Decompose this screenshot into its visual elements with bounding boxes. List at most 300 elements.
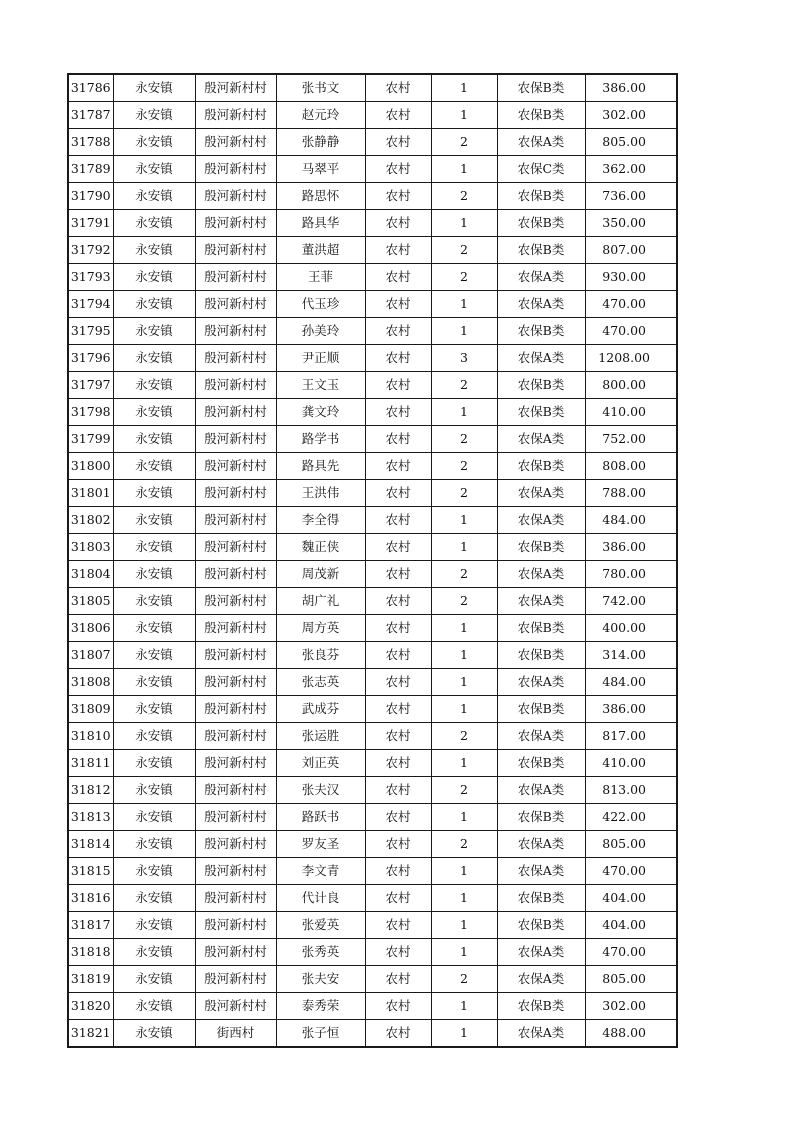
- record-id-cell: 31808: [68, 669, 113, 696]
- person-name-cell: 赵元玲: [276, 102, 365, 129]
- person-name-cell: 王洪伟: [276, 480, 365, 507]
- member-count-cell: 2: [431, 831, 497, 858]
- insurance-category-cell: 农保A类: [497, 1020, 585, 1048]
- amount-cell: 470.00: [585, 858, 677, 885]
- member-count-cell: 1: [431, 102, 497, 129]
- person-name-cell: 刘正英: [276, 750, 365, 777]
- household-type-cell: 农村: [365, 345, 431, 372]
- table-row: [68, 615, 677, 642]
- village-cell: 街西村: [195, 1020, 276, 1048]
- insurance-category-cell: 农保B类: [497, 183, 585, 210]
- record-id-cell: 31786: [68, 74, 113, 102]
- household-type-cell: 农村: [365, 831, 431, 858]
- village-cell: 殷河新村村: [195, 129, 276, 156]
- record-id-cell: 31815: [68, 858, 113, 885]
- amount-cell: 386.00: [585, 74, 677, 102]
- member-count-cell: 2: [431, 372, 497, 399]
- table-row: [68, 642, 677, 669]
- amount-cell: 350.00: [585, 210, 677, 237]
- village-cell: 殷河新村村: [195, 669, 276, 696]
- town-cell: 永安镇: [113, 669, 195, 696]
- record-id-cell: 31820: [68, 993, 113, 1020]
- village-cell: 殷河新村村: [195, 318, 276, 345]
- table-row: [68, 858, 677, 885]
- household-type-cell: 农村: [365, 480, 431, 507]
- amount-cell: 470.00: [585, 318, 677, 345]
- village-cell: 殷河新村村: [195, 453, 276, 480]
- record-id-cell: 31811: [68, 750, 113, 777]
- village-cell: 殷河新村村: [195, 507, 276, 534]
- town-cell: 永安镇: [113, 345, 195, 372]
- insurance-category-cell: 农保A类: [497, 507, 585, 534]
- table-row: [68, 831, 677, 858]
- table-row: [68, 885, 677, 912]
- village-cell: 殷河新村村: [195, 588, 276, 615]
- household-type-cell: 农村: [365, 453, 431, 480]
- village-cell: 殷河新村村: [195, 858, 276, 885]
- table-row: [68, 723, 677, 750]
- member-count-cell: 1: [431, 318, 497, 345]
- town-cell: 永安镇: [113, 264, 195, 291]
- table-row: [68, 102, 677, 129]
- record-id-cell: 31812: [68, 777, 113, 804]
- member-count-cell: 1: [431, 669, 497, 696]
- table-row: [68, 399, 677, 426]
- household-type-cell: 农村: [365, 696, 431, 723]
- household-type-cell: 农村: [365, 615, 431, 642]
- member-count-cell: 2: [431, 966, 497, 993]
- insurance-category-cell: 农保B类: [497, 696, 585, 723]
- amount-cell: 422.00: [585, 804, 677, 831]
- insurance-category-cell: 农保A类: [497, 345, 585, 372]
- member-count-cell: 2: [431, 264, 497, 291]
- record-id-cell: 31794: [68, 291, 113, 318]
- table-row: [68, 750, 677, 777]
- table-row: [68, 183, 677, 210]
- town-cell: 永安镇: [113, 696, 195, 723]
- village-cell: 殷河新村村: [195, 345, 276, 372]
- table-row: [68, 777, 677, 804]
- amount-cell: 817.00: [585, 723, 677, 750]
- village-cell: 殷河新村村: [195, 399, 276, 426]
- village-cell: 殷河新村村: [195, 102, 276, 129]
- insurance-category-cell: 农保A类: [497, 480, 585, 507]
- insurance-category-cell: 农保B类: [497, 237, 585, 264]
- member-count-cell: 2: [431, 561, 497, 588]
- village-cell: 殷河新村村: [195, 723, 276, 750]
- household-type-cell: 农村: [365, 156, 431, 183]
- town-cell: 永安镇: [113, 156, 195, 183]
- member-count-cell: 1: [431, 696, 497, 723]
- person-name-cell: 路跃书: [276, 804, 365, 831]
- person-name-cell: 李全得: [276, 507, 365, 534]
- record-id-cell: 31803: [68, 534, 113, 561]
- table-row: [68, 588, 677, 615]
- household-type-cell: 农村: [365, 507, 431, 534]
- table-row: [68, 1020, 677, 1048]
- household-type-cell: 农村: [365, 858, 431, 885]
- household-type-cell: 农村: [365, 74, 431, 102]
- amount-cell: 800.00: [585, 372, 677, 399]
- village-cell: 殷河新村村: [195, 561, 276, 588]
- member-count-cell: 2: [431, 588, 497, 615]
- town-cell: 永安镇: [113, 102, 195, 129]
- town-cell: 永安镇: [113, 74, 195, 102]
- town-cell: 永安镇: [113, 129, 195, 156]
- record-id-cell: 31810: [68, 723, 113, 750]
- insurance-category-cell: 农保C类: [497, 156, 585, 183]
- member-count-cell: 3: [431, 345, 497, 372]
- insurance-category-cell: 农保B类: [497, 74, 585, 102]
- town-cell: 永安镇: [113, 642, 195, 669]
- person-name-cell: 代玉珍: [276, 291, 365, 318]
- insurance-category-cell: 农保A类: [497, 777, 585, 804]
- town-cell: 永安镇: [113, 426, 195, 453]
- member-count-cell: 2: [431, 237, 497, 264]
- record-id-cell: 31813: [68, 804, 113, 831]
- town-cell: 永安镇: [113, 399, 195, 426]
- amount-cell: 400.00: [585, 615, 677, 642]
- person-name-cell: 张静静: [276, 129, 365, 156]
- person-name-cell: 张书文: [276, 74, 365, 102]
- insurance-category-cell: 农保B类: [497, 534, 585, 561]
- town-cell: 永安镇: [113, 237, 195, 264]
- record-id-cell: 31792: [68, 237, 113, 264]
- household-type-cell: 农村: [365, 318, 431, 345]
- village-cell: 殷河新村村: [195, 696, 276, 723]
- person-name-cell: 张良芬: [276, 642, 365, 669]
- amount-cell: 805.00: [585, 966, 677, 993]
- table-row: [68, 156, 677, 183]
- insurance-category-cell: 农保B类: [497, 453, 585, 480]
- amount-cell: 742.00: [585, 588, 677, 615]
- record-id-cell: 31818: [68, 939, 113, 966]
- village-cell: 殷河新村村: [195, 939, 276, 966]
- town-cell: 永安镇: [113, 750, 195, 777]
- member-count-cell: 2: [431, 426, 497, 453]
- village-cell: 殷河新村村: [195, 534, 276, 561]
- amount-cell: 807.00: [585, 237, 677, 264]
- town-cell: 永安镇: [113, 615, 195, 642]
- table-row: [68, 561, 677, 588]
- household-type-cell: 农村: [365, 291, 431, 318]
- table-row: [68, 480, 677, 507]
- insurance-category-cell: 农保B类: [497, 372, 585, 399]
- record-id-cell: 31798: [68, 399, 113, 426]
- village-cell: 殷河新村村: [195, 210, 276, 237]
- record-id-cell: 31804: [68, 561, 113, 588]
- town-cell: 永安镇: [113, 885, 195, 912]
- person-name-cell: 周茂新: [276, 561, 365, 588]
- amount-cell: 404.00: [585, 885, 677, 912]
- town-cell: 永安镇: [113, 777, 195, 804]
- village-cell: 殷河新村村: [195, 291, 276, 318]
- household-type-cell: 农村: [365, 534, 431, 561]
- town-cell: 永安镇: [113, 453, 195, 480]
- table-row: [68, 669, 677, 696]
- village-cell: 殷河新村村: [195, 480, 276, 507]
- record-id-cell: 31817: [68, 912, 113, 939]
- insurance-category-cell: 农保A类: [497, 939, 585, 966]
- village-cell: 殷河新村村: [195, 183, 276, 210]
- person-name-cell: 张子恒: [276, 1020, 365, 1048]
- person-name-cell: 路思怀: [276, 183, 365, 210]
- amount-cell: 470.00: [585, 939, 677, 966]
- record-id-cell: 31791: [68, 210, 113, 237]
- household-type-cell: 农村: [365, 912, 431, 939]
- town-cell: 永安镇: [113, 480, 195, 507]
- village-cell: 殷河新村村: [195, 372, 276, 399]
- household-type-cell: 农村: [365, 723, 431, 750]
- village-cell: 殷河新村村: [195, 156, 276, 183]
- town-cell: 永安镇: [113, 966, 195, 993]
- person-name-cell: 龚文玲: [276, 399, 365, 426]
- town-cell: 永安镇: [113, 831, 195, 858]
- amount-cell: 484.00: [585, 669, 677, 696]
- amount-cell: 484.00: [585, 507, 677, 534]
- village-cell: 殷河新村村: [195, 264, 276, 291]
- member-count-cell: 1: [431, 885, 497, 912]
- member-count-cell: 1: [431, 156, 497, 183]
- record-id-cell: 31790: [68, 183, 113, 210]
- table-row: [68, 426, 677, 453]
- record-id-cell: 31805: [68, 588, 113, 615]
- amount-cell: 736.00: [585, 183, 677, 210]
- amount-cell: 314.00: [585, 642, 677, 669]
- insurance-category-cell: 农保B类: [497, 750, 585, 777]
- household-type-cell: 农村: [365, 939, 431, 966]
- person-name-cell: 周方英: [276, 615, 365, 642]
- member-count-cell: 1: [431, 939, 497, 966]
- record-id-cell: 31793: [68, 264, 113, 291]
- table-row: [68, 372, 677, 399]
- insurance-category-cell: 农保B类: [497, 399, 585, 426]
- person-name-cell: 马翠平: [276, 156, 365, 183]
- town-cell: 永安镇: [113, 939, 195, 966]
- member-count-cell: 1: [431, 291, 497, 318]
- amount-cell: 488.00: [585, 1020, 677, 1048]
- village-cell: 殷河新村村: [195, 777, 276, 804]
- table-row: [68, 939, 677, 966]
- member-count-cell: 1: [431, 74, 497, 102]
- household-type-cell: 农村: [365, 561, 431, 588]
- amount-cell: 813.00: [585, 777, 677, 804]
- member-count-cell: 1: [431, 642, 497, 669]
- table-row: [68, 210, 677, 237]
- household-type-cell: 农村: [365, 669, 431, 696]
- record-id-cell: 31819: [68, 966, 113, 993]
- person-name-cell: 张秀英: [276, 939, 365, 966]
- amount-cell: 410.00: [585, 399, 677, 426]
- table-row: [68, 912, 677, 939]
- table-row: [68, 993, 677, 1020]
- village-cell: 殷河新村村: [195, 237, 276, 264]
- village-cell: 殷河新村村: [195, 912, 276, 939]
- member-count-cell: 1: [431, 912, 497, 939]
- household-type-cell: 农村: [365, 102, 431, 129]
- insurance-category-cell: 农保B类: [497, 615, 585, 642]
- insurance-category-cell: 农保A类: [497, 588, 585, 615]
- person-name-cell: 孙美玲: [276, 318, 365, 345]
- insurance-category-cell: 农保B类: [497, 318, 585, 345]
- person-name-cell: 尹正顺: [276, 345, 365, 372]
- member-count-cell: 2: [431, 777, 497, 804]
- person-name-cell: 张爱英: [276, 912, 365, 939]
- household-type-cell: 农村: [365, 210, 431, 237]
- household-type-cell: 农村: [365, 264, 431, 291]
- amount-cell: 780.00: [585, 561, 677, 588]
- insurance-category-cell: 农保A类: [497, 723, 585, 750]
- town-cell: 永安镇: [113, 372, 195, 399]
- record-id-cell: 31799: [68, 426, 113, 453]
- insurance-category-cell: 农保B类: [497, 210, 585, 237]
- village-cell: 殷河新村村: [195, 966, 276, 993]
- household-type-cell: 农村: [365, 426, 431, 453]
- person-name-cell: 泰秀荣: [276, 993, 365, 1020]
- amount-cell: 386.00: [585, 696, 677, 723]
- table-row: [68, 696, 677, 723]
- household-type-cell: 农村: [365, 777, 431, 804]
- table-row: [68, 264, 677, 291]
- town-cell: 永安镇: [113, 912, 195, 939]
- amount-cell: 470.00: [585, 291, 677, 318]
- table-row: [68, 534, 677, 561]
- person-name-cell: 张夫安: [276, 966, 365, 993]
- town-cell: 永安镇: [113, 858, 195, 885]
- town-cell: 永安镇: [113, 561, 195, 588]
- household-type-cell: 农村: [365, 237, 431, 264]
- person-name-cell: 董洪超: [276, 237, 365, 264]
- amount-cell: 386.00: [585, 534, 677, 561]
- record-id-cell: 31806: [68, 615, 113, 642]
- household-type-cell: 农村: [365, 372, 431, 399]
- village-cell: 殷河新村村: [195, 74, 276, 102]
- town-cell: 永安镇: [113, 291, 195, 318]
- household-type-cell: 农村: [365, 399, 431, 426]
- member-count-cell: 1: [431, 399, 497, 426]
- record-id-cell: 31816: [68, 885, 113, 912]
- insurance-category-cell: 农保B类: [497, 993, 585, 1020]
- village-cell: 殷河新村村: [195, 993, 276, 1020]
- insurance-category-cell: 农保B类: [497, 885, 585, 912]
- record-id-cell: 31788: [68, 129, 113, 156]
- member-count-cell: 2: [431, 183, 497, 210]
- town-cell: 永安镇: [113, 318, 195, 345]
- record-id-cell: 31801: [68, 480, 113, 507]
- person-name-cell: 路具华: [276, 210, 365, 237]
- town-cell: 永安镇: [113, 723, 195, 750]
- village-cell: 殷河新村村: [195, 885, 276, 912]
- town-cell: 永安镇: [113, 183, 195, 210]
- person-name-cell: 罗友圣: [276, 831, 365, 858]
- person-name-cell: 张夫汉: [276, 777, 365, 804]
- insurance-category-cell: 农保A类: [497, 561, 585, 588]
- records-table-body: [68, 74, 677, 1047]
- household-type-cell: 农村: [365, 750, 431, 777]
- village-cell: 殷河新村村: [195, 804, 276, 831]
- town-cell: 永安镇: [113, 210, 195, 237]
- insurance-category-cell: 农保B类: [497, 804, 585, 831]
- amount-cell: 1208.00: [585, 345, 677, 372]
- village-cell: 殷河新村村: [195, 750, 276, 777]
- record-id-cell: 31796: [68, 345, 113, 372]
- person-name-cell: 张运胜: [276, 723, 365, 750]
- insurance-category-cell: 农保A类: [497, 831, 585, 858]
- insurance-category-cell: 农保A类: [497, 129, 585, 156]
- person-name-cell: 王菲: [276, 264, 365, 291]
- table-row: [68, 507, 677, 534]
- household-type-cell: 农村: [365, 183, 431, 210]
- table-row: [68, 74, 677, 102]
- town-cell: 永安镇: [113, 993, 195, 1020]
- household-type-cell: 农村: [365, 642, 431, 669]
- member-count-cell: 2: [431, 453, 497, 480]
- person-name-cell: 路具先: [276, 453, 365, 480]
- member-count-cell: 1: [431, 993, 497, 1020]
- record-id-cell: 31795: [68, 318, 113, 345]
- amount-cell: 404.00: [585, 912, 677, 939]
- amount-cell: 752.00: [585, 426, 677, 453]
- member-count-cell: 1: [431, 804, 497, 831]
- record-id-cell: 31809: [68, 696, 113, 723]
- table-row: [68, 453, 677, 480]
- person-name-cell: 张志英: [276, 669, 365, 696]
- household-type-cell: 农村: [365, 966, 431, 993]
- village-cell: 殷河新村村: [195, 426, 276, 453]
- amount-cell: 805.00: [585, 831, 677, 858]
- member-count-cell: 1: [431, 615, 497, 642]
- table-row: [68, 291, 677, 318]
- table-row: [68, 966, 677, 993]
- record-id-cell: 31789: [68, 156, 113, 183]
- household-type-cell: 农村: [365, 804, 431, 831]
- insurance-category-cell: 农保B类: [497, 102, 585, 129]
- member-count-cell: 1: [431, 210, 497, 237]
- member-count-cell: 1: [431, 534, 497, 561]
- amount-cell: 805.00: [585, 129, 677, 156]
- table-row: [68, 129, 677, 156]
- insurance-category-cell: 农保A类: [497, 291, 585, 318]
- table-row: [68, 804, 677, 831]
- person-name-cell: 王文玉: [276, 372, 365, 399]
- record-id-cell: 31821: [68, 1020, 113, 1048]
- record-id-cell: 31814: [68, 831, 113, 858]
- member-count-cell: 1: [431, 858, 497, 885]
- member-count-cell: 2: [431, 129, 497, 156]
- person-name-cell: 魏正侠: [276, 534, 365, 561]
- amount-cell: 362.00: [585, 156, 677, 183]
- household-type-cell: 农村: [365, 993, 431, 1020]
- amount-cell: 302.00: [585, 102, 677, 129]
- insurance-category-cell: 农保A类: [497, 858, 585, 885]
- person-name-cell: 李文青: [276, 858, 365, 885]
- record-id-cell: 31797: [68, 372, 113, 399]
- amount-cell: 808.00: [585, 453, 677, 480]
- member-count-cell: 1: [431, 750, 497, 777]
- insurance-category-cell: 农保A类: [497, 426, 585, 453]
- town-cell: 永安镇: [113, 588, 195, 615]
- record-id-cell: 31807: [68, 642, 113, 669]
- village-cell: 殷河新村村: [195, 831, 276, 858]
- member-count-cell: 1: [431, 1020, 497, 1048]
- amount-cell: 410.00: [585, 750, 677, 777]
- record-id-cell: 31787: [68, 102, 113, 129]
- town-cell: 永安镇: [113, 1020, 195, 1048]
- person-name-cell: 胡广礼: [276, 588, 365, 615]
- insurance-category-cell: 农保A类: [497, 669, 585, 696]
- household-type-cell: 农村: [365, 1020, 431, 1048]
- records-table: [67, 73, 678, 1048]
